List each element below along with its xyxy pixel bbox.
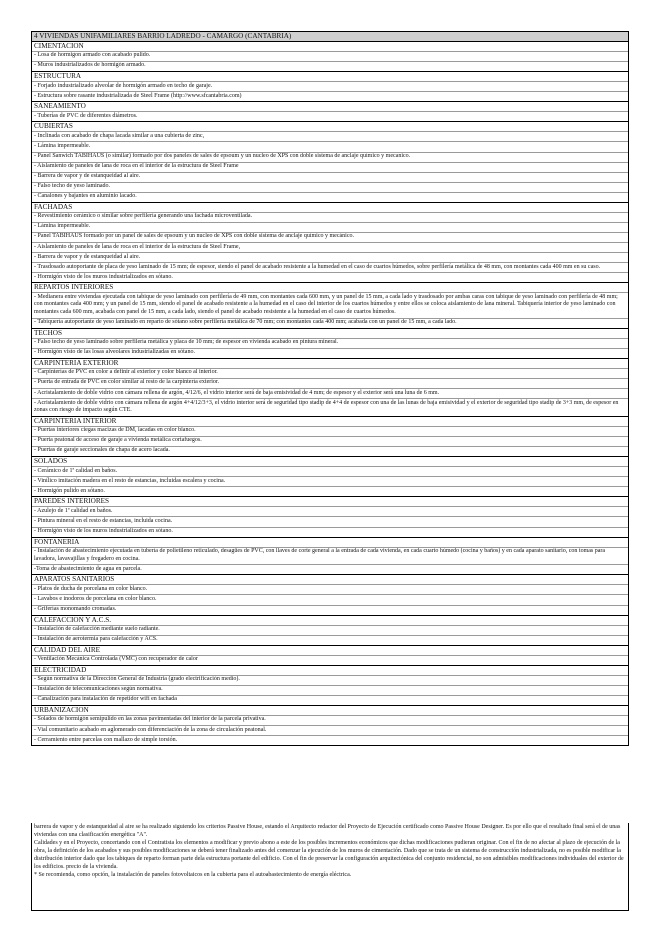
spec-section — [31, 538, 629, 576]
section-item: - Ventilación Mecánica Controlada (VMC) con recuperador de calor — [32, 655, 628, 665]
notes-block — [31, 823, 629, 911]
section-item: - Medianera entre viviendas ejecutada con tabique de yeso laminado con perfilería de 49 mm, con montantes cada 600 mm, y un panel de 15 mm, a cada lado y trasdosado por ambas caras con tabique de yeso laminado con perfilería de 48 mm; con montantes cada 400 mm; y un panel de 15 mm, siendo el panel de acabado resistente a la humedad en el caso del interior de los cuartos húmedos y entre ellos se coloca aislamiento de lana mineral. Tabiquería interior de yeso laminado con montantes cada 600 mm, acabada con panel de 15 mm, a cada lado, siendo el panel de acabado resistente a la humedad en el caso de cuartos húmedos. — [32, 292, 628, 317]
section-item: - Barrera de vapor y de estanqueidad al aire. — [32, 172, 628, 182]
section-item: - Puerta peatonal de acceso de garaje a vivienda metálica cortafuegos. — [32, 436, 628, 446]
section-item: - Aislamiento de paneles de lana de roca en el interior de la estructura de Steel Frame — [32, 162, 628, 172]
spec-section — [31, 72, 629, 102]
section-heading: CARPINTERIA EXTERIOR — [34, 358, 119, 367]
section-item: - Puertas de garaje seccionales de chapa de acero lacada. — [32, 446, 628, 456]
document-title: 4 VIVIENDAS UNIFAMILIARES BARRIO LADREDO - CAMARGO (CANTABRIA) — [31, 31, 629, 42]
spec-section — [31, 42, 629, 72]
section-heading: CUBIERTAS — [34, 122, 73, 131]
section-item: - Muros industrializados de hormigón armado. — [32, 61, 628, 71]
note-passive-house: barrera de vapor y de estanqueidad al aire se ha realizado siguiendo los criterios Passive House, estando el Arquitecto redactor del Proyecto de Ejecución certificado como Passive House Designer. Es por ello que el resultado final será el de unas viviendas con una clasificación energética "A". — [34, 824, 621, 838]
section-item: - Forjado industrializado alveolar de hormigón armado en techo de garaje. — [32, 81, 628, 91]
section-heading: SOLADOS — [34, 457, 68, 466]
section-item: - Acristalamiento de doble vidrio con cámara rellena de argón 4+4/12/3+3, el vidrio interior será de seguridad tipo stadip de 4+4 de espesor con una de las lunas de baja emisividad y el exterior de seguridad tipo stadip de 3+3 mm, de espesor en zonas con riesgo de impacto según CTE. — [32, 398, 628, 416]
spec-section — [31, 359, 629, 417]
section-item: - Hormigón visto de las losas alveolares industrializadas en sótano. — [32, 348, 628, 358]
section-item: - Estructura sobre rasante industrializada de Steel Frame (http://www.sfcantabria.com) — [32, 91, 628, 101]
section-heading: ESTRUCTURA — [34, 72, 82, 81]
section-item: - Losa de hormigon armado con acabado pulido. — [32, 51, 628, 61]
section-item: - Griferías monomando cromadas. — [32, 605, 628, 615]
section-heading: CIMENTACION — [34, 42, 84, 50]
section-heading: PAREDES INTERIORES — [34, 497, 110, 506]
spec-section — [31, 203, 629, 284]
spec-section — [31, 417, 629, 457]
spec-section — [31, 616, 629, 646]
sections-container — [31, 42, 629, 746]
section-item: - Hormigón visto de los muros industrializados en sótano. — [32, 527, 628, 537]
section-item: - Panel Sanwich TABIHAUS (o similar) formado por dos paneles de sales de epsoum y un nucleo de XPS con doble sistema de anclaje químico y mecanico. — [32, 152, 628, 162]
section-item: - Azulejo de 1ª calidad en baños. — [32, 506, 628, 516]
section-item: - Puerta de entrada de PVC en color similar al resto de la carpintería exterior. — [32, 378, 628, 388]
spec-section — [31, 102, 629, 122]
section-item: - Tabiquería autoportante de yeso laminado en reparto de sótano sobre perfilería metálica de 70 mm; con montantes cada 400 mm; acabada con un panel de 15 mm, a cada lado. — [32, 318, 628, 328]
section-heading: FACHADAS — [34, 202, 73, 211]
section-item: - Hormigón visto de los muros industrializados en sótano. — [32, 272, 628, 282]
section-item: - Instalación de calefacción mediante suelo radiante. — [32, 625, 628, 635]
spec-section — [31, 666, 629, 706]
section-heading: CALIDAD DEL AIRE — [34, 645, 101, 654]
section-item: - Instalación de aerotermia para calefacción y ACS. — [32, 635, 628, 645]
section-item: - Pintura mineral en el resto de estancias, incluida cocina. — [32, 516, 628, 526]
section-item: - Revestimiento cerámico o similar sobre perfilería generando una fachada microventilada. — [32, 212, 628, 222]
section-item: - Puertas interiores ciegas macizas de DM, lacadas en color blanco. — [32, 426, 628, 436]
spec-section — [31, 329, 629, 359]
section-item: - Acristalamiento de doble vidrio con cámara rellena de argón, 4/12/6, el vidrio interior será de baja emisividad de 4 mm; de espesor y el exterior será una luna de 6 mm. — [32, 388, 628, 398]
section-heading: REPARTOS INTERIORES — [34, 283, 114, 292]
spec-section — [31, 575, 629, 615]
section-item: - Solados de hormigón semipulido en las zonas pavimentadas del interior de la parcela privativa. — [32, 715, 628, 725]
section-item: - Platos de ducha de porcelana en color blanco. — [32, 584, 628, 594]
section-item: - Carpinterías de PVC en color a definir al exterior y color blanco al interior. — [32, 368, 628, 378]
section-item: - Falso techo de yeso laminado. — [32, 182, 628, 192]
section-item: - Instalación de abastecimiento ejecutada en tubería de polietileno reticulado, desagües de PVC, con llaves de corte general a la entrada de cada vivienda, en cada cuarto húmedo (cocina y baños) y en cada aparato sanitario, con tomas para lavadora, lavavajillas y fregadero en cocina. — [32, 547, 628, 565]
note-modifications: Calidades y en el Proyecto, concertando con el Contratista los elementos a modificar y previo abono a este de los posibles incrementos económicos que dichas modificaciones pudieran originar. Con el fin de no afectar al plazo de ejecución de la obra, la definición de los acabados y sus posibles modificaciones se deberá tener finalizado antes del comenzar la ejecución de los muros de cimentación. Dado que se trata de un sistema de construcción industrializada, no es posible modificar la distribución interior dado que los tabiques de reparto forman parte dela estructura portante del edificio. Con el fin de preservar la configuración arquitectónica del conjunto residencial, no son admisibles modificaciones individuales del exterior de los edificios. precio de la vivienda. — [34, 840, 624, 870]
spec-section — [31, 706, 629, 746]
section-item: - Tuberías de PVC de diferentes diámetros. — [32, 111, 628, 121]
section-item: - Aislamiento de paneles de lana de roca en el interior de la estructura de Steel Frame, — [32, 242, 628, 252]
section-item: - Canalones y bajantes en aluminio lacado. — [32, 192, 628, 202]
section-item: - Según normativa de la Dirección General de Industria (grado electrificación medio). — [32, 675, 628, 685]
section-item: - Vinílico imitación madera en el resto de estancias, incluidas escalera y cocina. — [32, 476, 628, 486]
section-heading: URBANIZACION — [34, 706, 89, 715]
section-heading: TECHOS — [34, 328, 62, 337]
section-item: - Instalación de telecomunicaciones según normativa. — [32, 685, 628, 695]
section-item: - Cerámico de 1ª calidad en baños. — [32, 466, 628, 476]
section-item: - Trasdosado autoportante de placa de yeso laminado de 15 mm; de espesor, siendo el panel de acabado resistente a la humedad en el caso de cuartos húmedos, sobre perfilería metálica de 48 mm, con montantes cada 400 mm en su caso. — [32, 262, 628, 272]
spec-section — [31, 283, 629, 328]
spec-section — [31, 122, 629, 203]
section-heading: FONTANERIA — [34, 537, 80, 546]
section-item: - Falso techo de yeso laminado sobre perfilería metálica y placa de 10 mm; de espesor en vivienda acabado en pintura mineral. — [32, 338, 628, 348]
section-item: - Inclinada con acabado de chapa lacada similar a una cubierta de zinc, — [32, 131, 628, 141]
section-item: - Hormigón pulido en sótano. — [32, 486, 628, 496]
spec-section — [31, 457, 629, 497]
spec-section — [31, 497, 629, 537]
section-heading: ELECTRICIDAD — [34, 665, 87, 674]
section-item: -Toma de abastecimiento de agua en parcela. — [32, 564, 628, 574]
section-item: - Cerramiento entre parcelas con mallazo de simple torsión. — [32, 735, 628, 745]
section-heading: CALEFACCION Y A.C.S. — [34, 615, 112, 624]
section-item: - Vial comunitario acabado en aglomerado con diferenciación de la zona de circulación peatonal. — [32, 725, 628, 735]
section-heading: APARATOS SANITARIOS — [34, 575, 115, 584]
section-item: - Barrera de vapor y de estanqueidad al aire. — [32, 252, 628, 262]
section-item: - Lavabos e inodoros de porcelana en color blanco. — [32, 594, 628, 604]
section-heading: CARPINTERIA INTERIOR — [34, 416, 117, 425]
section-item: - Panel TABIHAUS formado por un panel de sales de epsoum y un nucleo de XPS con doble sistema de anclaje químico y mecánico. — [32, 232, 628, 242]
section-item: - Canalización para instalación de repetidor wifi en fachada — [32, 695, 628, 705]
section-item: - Lámina impermeable. — [32, 141, 628, 151]
spec-section — [31, 646, 629, 666]
section-item: - Lámina impermeable. — [32, 222, 628, 232]
note-photovoltaic: * Se recomienda, como opción, la instalación de paneles fotovoltaicos en la cubierta para el autoabastecimiento de energía eléctrica. — [34, 872, 352, 878]
section-heading: SANEAMIENTO — [34, 102, 86, 111]
specifications-table — [31, 31, 629, 746]
